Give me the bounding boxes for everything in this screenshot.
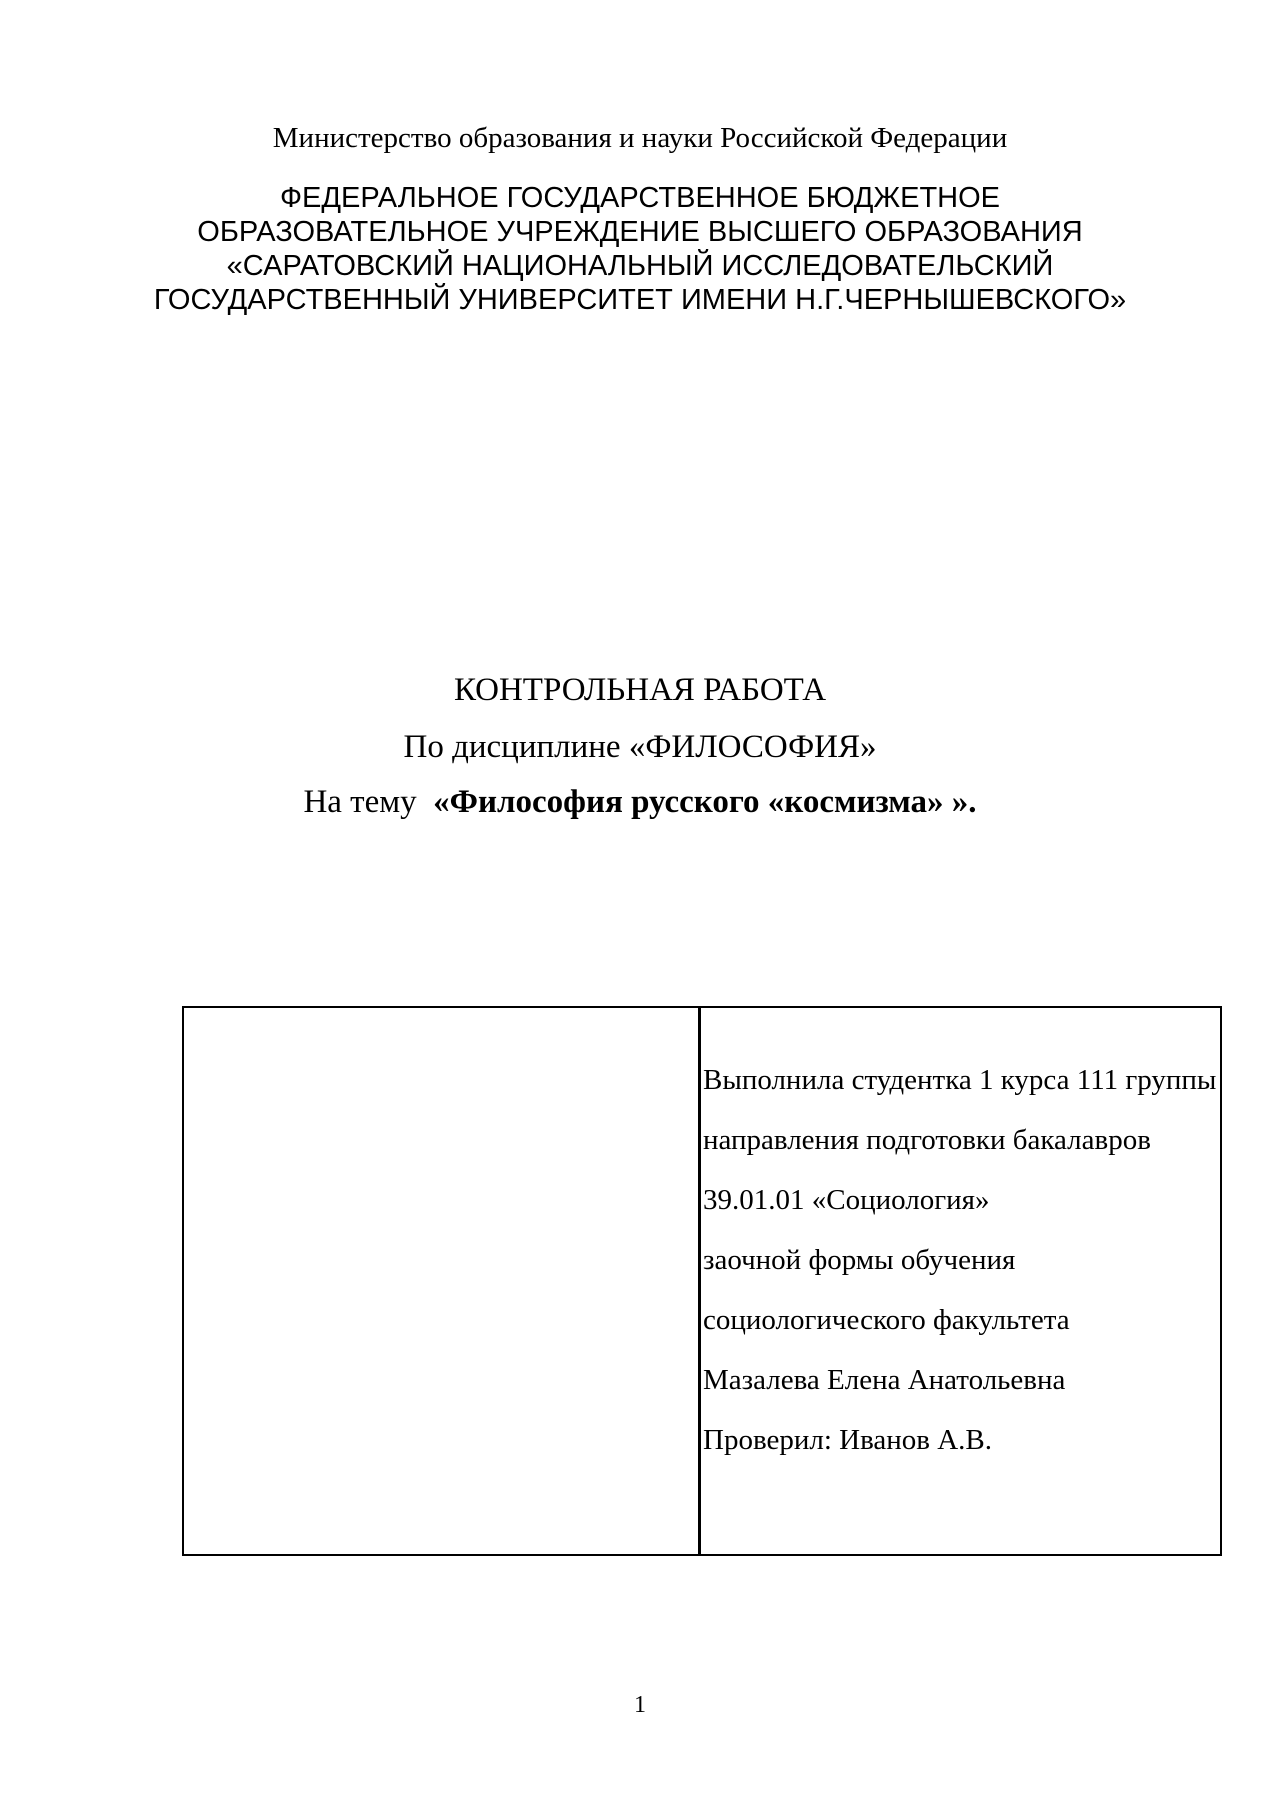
- ministry-heading: Министерство образования и науки Российской Федерации: [272, 122, 1008, 154]
- faculty-line: социологического факультета: [703, 1304, 1070, 1336]
- document-type: КОНТРОЛЬНАЯ РАБОТА: [453, 672, 827, 708]
- table-right-cell: [703, 1008, 1219, 1554]
- student-info-table: [182, 1006, 1222, 1556]
- university-line-1: ФЕДЕРАЛЬНОЕ ГОСУДАРСТВЕННОЕ БЮДЖЕТНОЕ: [279, 182, 1001, 214]
- page-number: 1: [634, 1692, 646, 1718]
- program-code-line: 39.01.01 «Социология»: [703, 1184, 990, 1216]
- student-info-lines: [703, 1063, 1219, 1483]
- student-course-line: Выполнила студентка 1 курса 111 группы: [703, 1064, 1217, 1096]
- program-direction-line: направления подготовки бакалавров: [703, 1124, 1151, 1156]
- table-left-cell: [184, 1008, 698, 1554]
- university-line-3: «САРАТОВСКИЙ НАЦИОНАЛЬНЫЙ ИССЛЕДОВАТЕЛЬСКИЙ: [226, 250, 1054, 282]
- university-line-2: ОБРАЗОВАТЕЛЬНОЕ УЧРЕЖДЕНИЕ ВЫСШЕГО ОБРАЗОВАНИЯ: [197, 216, 1083, 248]
- study-form-line: заочной формы обучения: [703, 1244, 1016, 1276]
- table-divider: [698, 1008, 701, 1554]
- topic-title: «Философия русского «космизма» ».: [433, 784, 977, 820]
- reviewer-line: Проверил: Иванов А.В.: [703, 1424, 993, 1456]
- university-name: [0, 181, 1280, 317]
- discipline-line: По дисциплине «ФИЛОСОФИЯ»: [403, 729, 877, 765]
- topic-prefix: На тему: [303, 784, 434, 820]
- topic-line: [0, 782, 1280, 822]
- university-line-4: ГОСУДАРСТВЕННЫЙ УНИВЕРСИТЕТ ИМЕНИ Н.Г.ЧЕРНЫШЕВСКОГО»: [153, 284, 1127, 316]
- student-name-line: Мазалева Елена Анатольевна: [703, 1364, 1066, 1396]
